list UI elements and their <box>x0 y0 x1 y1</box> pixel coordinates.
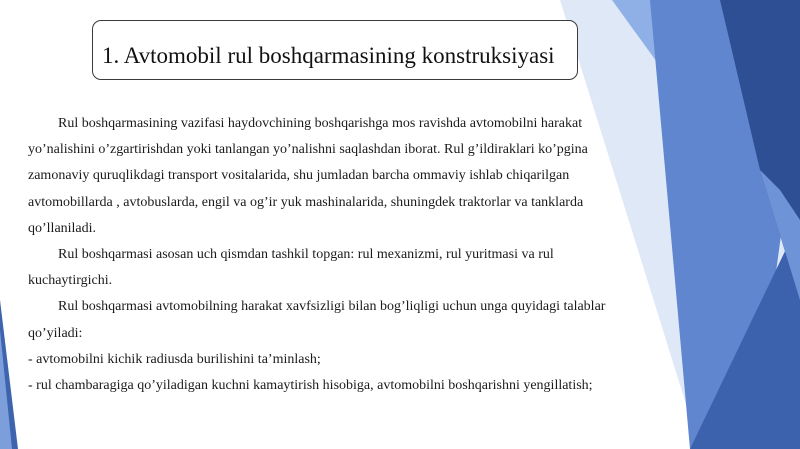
slide-title: 1. Avtomobil rul boshqarmasining konstruksiyasi <box>102 43 555 68</box>
paragraph-line: Rul boshqarmasining vazifasi haydovchining boshqarishga mos ravishda avtomobilni harakat <box>58 116 583 131</box>
paragraph-line: zamonaviy quruqlikdagi transport vositalarida, shu jumladan barcha ommaviy ishlab chiqarilgan <box>28 168 570 184</box>
paragraph-line: Rul boshqarmasi avtomobilning harakat xavfsizligi bilan bog’liqligi uchun unga quyidagi talablar <box>58 299 606 315</box>
paragraph-line: Rul boshqarmasi asosan uch qismdan tashkil topgan: rul mexanizmi, rul yuritmasi va rul <box>58 246 554 262</box>
paragraph-line: qo’yiladi: <box>28 325 83 341</box>
bullet-line: - rul chambaragiga qo’yiladigan kuchni kamaytirish hisobiga, avtomobilni boshqarishni yengillatish; <box>28 377 593 393</box>
title-box <box>92 20 578 80</box>
bullet-line: - avtomobilni kichik radiusda burilishini ta’minlash; <box>28 351 321 367</box>
paragraph-line: qo’llaniladi. <box>28 220 97 236</box>
paragraph-line: kuchaytirgichi. <box>28 273 113 289</box>
paragraph-line: avtomobillarda , avtobuslarda, engil va og’ir yuk mashinalarida, shuningdek traktorlar va tanklarda <box>28 194 584 210</box>
paragraph-line: yo’nalishini o’zgartirishdan yoki tanlangan yo’nalishni saqlashdan iborat. Rul g’ildiraklari ko’pgina <box>28 142 588 158</box>
slide-body-text <box>28 111 658 399</box>
